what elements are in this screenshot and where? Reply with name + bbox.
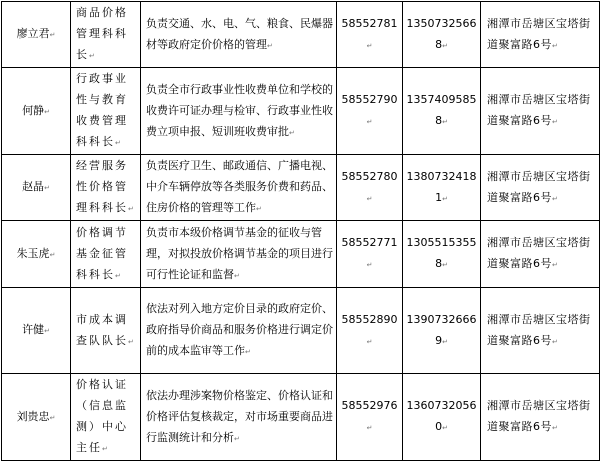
address-cell: 湘潭市岳塘区宝塔街道聚富路6号↵ — [481, 374, 600, 461]
duty-cell: 负责市本级价格调节基金的征收与管理，对拟投放价格调节基金的项目进行可行性论证和监督↵ — [141, 221, 337, 288]
address-cell: 湘潭市岳塘区宝塔街道聚富路6号↵ — [481, 221, 600, 288]
name-cell: 何静↵ — [2, 68, 71, 155]
name-cell: 许健↵ — [2, 288, 71, 374]
phone-cell: 58552781↵ — [337, 2, 403, 68]
mobile-cell: 13807324181↵ — [403, 155, 481, 221]
title-cell: 价格认证（信息监测）中心主任↵ — [71, 374, 141, 461]
phone-cell: 58552771↵ — [337, 221, 403, 288]
address-cell: 湘潭市岳塘区宝塔街道聚富路6号↵ — [481, 155, 600, 221]
staff-table-body — [2, 2, 600, 461]
phone-cell: 58552890↵ — [337, 288, 403, 374]
mobile-cell: 13907326669↵ — [403, 288, 481, 374]
phone-cell: 58552790↵ — [337, 68, 403, 155]
address-cell: 湘潭市岳塘区宝塔街道聚富路6号↵ — [481, 288, 600, 374]
address-cell: 湘潭市岳塘区宝塔街道聚富路6号↵ — [481, 68, 600, 155]
mobile-cell: 13607320560↵ — [403, 374, 481, 461]
duty-cell: 依法办理涉案物价格鉴定、价格认证和价格评估复核裁定，对市场重要商品进行监测统计和分析↵ — [141, 374, 337, 461]
title-cell: 商品价格管理科科长↵ — [71, 2, 141, 68]
phone-cell: 58552780↵ — [337, 155, 403, 221]
title-cell: 经营服务性价格管理科科长↵ — [71, 155, 141, 221]
mobile-cell: 13574095858↵ — [403, 68, 481, 155]
table-row — [2, 68, 600, 155]
title-cell: 行政事业性与教育收费管理科科长↵ — [71, 68, 141, 155]
name-cell: 朱玉虎↵ — [2, 221, 71, 288]
name-cell: 廖立君↵ — [2, 2, 71, 68]
name-cell: 赵晶↵ — [2, 155, 71, 221]
title-cell: 市成本调查队队长↵ — [71, 288, 141, 374]
duty-cell: 依法对列入地方定价目录的政府定价、政府指导价商品和服务价格进行调定价前的成本监审等工作↵ — [141, 288, 337, 374]
mobile-cell: 13055153558↵ — [403, 221, 481, 288]
name-cell: 刘贵忠↵ — [2, 374, 71, 461]
address-cell: 湘潭市岳塘区宝塔街道聚富路6号↵ — [481, 2, 600, 68]
mobile-cell: 13507325668↵ — [403, 2, 481, 68]
table-row — [2, 288, 600, 374]
duty-cell: 负责医疗卫生、邮政通信、广播电视、中介车辆停放等各类服务价费和药品、住房价格的管理等工作↵ — [141, 155, 337, 221]
table-row — [2, 374, 600, 461]
table-row — [2, 2, 600, 68]
table-row — [2, 155, 600, 221]
duty-cell: 负责全市行政事业性收费单位和学校的收费许可证办理与检审、行政事业性收费立项申报、短训班收费审批↵ — [141, 68, 337, 155]
duty-cell: 负责交通、水、电、气、粮食、民爆器材等政府定价价格的管理↵ — [141, 2, 337, 68]
title-cell: 价格调节基金征管科科长↵ — [71, 221, 141, 288]
table-row — [2, 221, 600, 288]
phone-cell: 58552976↵ — [337, 374, 403, 461]
staff-table — [1, 1, 600, 461]
